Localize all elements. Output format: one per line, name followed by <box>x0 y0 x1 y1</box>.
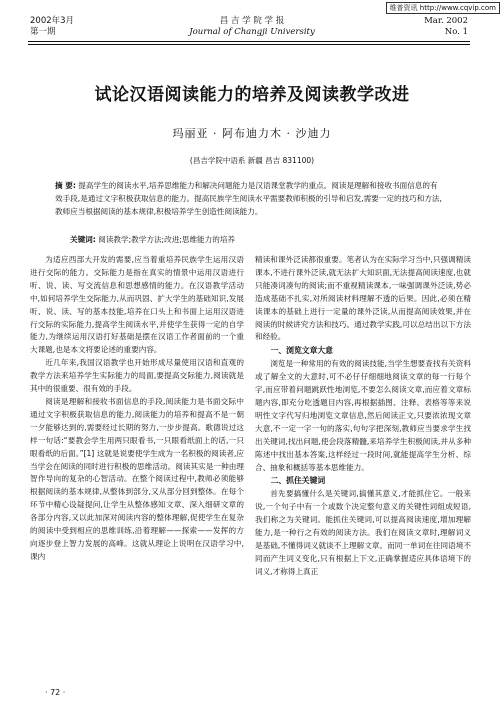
keywords-label: 关键词: <box>70 235 96 244</box>
header-number-en: No. 1 <box>444 27 468 37</box>
keywords-text: 阅读教学;教学方法;改进;思维能力的培养 <box>98 235 236 244</box>
body-column-right <box>255 254 471 579</box>
section-heading: 二、抓住关键词 <box>270 476 326 486</box>
journal-name-en: Journal of Changji University <box>189 27 315 37</box>
abstract-label: 摘 要: <box>55 181 76 190</box>
page-number: · 72 · <box>45 688 66 697</box>
author-affiliation: (昌吉学院中语系 新疆 昌吉 831100) <box>189 156 315 165</box>
paper-authors: 玛丽亚 · 阿布迪力木 · 沙迪力 <box>172 127 332 140</box>
body-paragraph: 近几年来,我国汉语教学也开始形成尽量使用汉语和直观的教学方法来培养学生实际能力的局面,要提高交际能力,阅读就是其中的很重要、很有效的手段。 <box>30 358 244 394</box>
body-paragraph: 精读和课外泛读都很重要。笔者认为在实际学习当中,只强调精读课本,不进行课外泛读,就无法扩大知识面,无法提高阅读速度,也就只能凑词凑句的阅读;而不重视精读课本,一味强调课外泛读,势必造成基础不扎实,对所阅读材料理解不透的后果。因此,必须在精读课本的基础上进行一定量的课外泛读,从而提高阅读效果,并在阅读的时候讲究方法和技巧。通过教学实践,可以总结出以下方法和经验。 <box>255 255 471 342</box>
header-date-issue-en <box>424 16 468 38</box>
header-date-en: Mar. 2002 <box>424 16 468 26</box>
header-date: 2002年3月 <box>30 16 75 26</box>
header-rule-thick <box>28 41 470 42</box>
body-paragraph: 为适应西部大开发的需要,应当着重培养民族学生运用汉语进行交际的能力。交际能力是指在真实的情景中运用汉语进行听、说、读、写交流信息和思想感情的能力。在汉语教学活动中,如何培养学生交际能力,从而巩固、扩大学生的基础知识,发展听、说、读、写的基本技能,培养在口头上和书面上运用汉语进行交际的实际能力,提高学生阅读水平,并使学生获得一定的自学能力,为继续运用汉语打好基础是摆在汉语工作者面前的一个重大课题,也是本文将要论述的重要内容。 <box>30 255 244 355</box>
journal-name-cn: 昌 吉 学 院 学 报 <box>219 16 285 26</box>
body-paragraph: 首先要搞懂什么是关键词,搞懂其意义,才能抓住它。一般来说,一个句子中有一个或数个决定整句意义的关键性词组成短语,我们称之为关键词。能抓住关键词,可以提高阅读速度,增加理解能力,是一种行之有效的阅读方法。我们在阅读文章时,理解词义是基础,不懂得词义就谈不上理解文章。而同一单词在往同语境不同而产生词义变化,只有根据上下文,正确掌握适应具体语境下的词义,才称得上真正 <box>255 489 471 576</box>
body-paragraph: 阅读是理解和接收书面信息的手段,阅读能力是书面交际中通过文字积极获取信息的能力,阅读能力的培养和提高不是一朝一夕能够达到的,需要经过长期的努力,一步步提高。歌德说过这样一句话:“要教会学生用两只眼看书,一只眼看纸面上的话,一只眼看纸的后面。”[1] 这就是说要使学生成为一名积极的阅读者,应当学会在阅读的同时进行积极的思维活动。阅读其实是一种由理智作导向的复杂的心智活动。在整个阅读过程中,教师必须能够根据阅读的基本规律,从整体到部分,又从部分回到整体。在每个环节中精心设疑提问,让学生从整体感知文章、深入细研文章的各部分内容,又以此加深对阅读内容的整体理解,促使学生在复杂的阅读中受到相应的思维训练,沿着理解——探索——发挥的方向逐步登上智力发展的高峰。这就从理论上说明在汉语学习中,课内 <box>30 396 244 561</box>
abstract-block <box>55 180 442 218</box>
section-heading: 一、浏览文章大意 <box>270 346 333 356</box>
body-paragraph: 浏览是一种常用的有效的阅读技能,当学生想要查找有关资料或了解全文的大意时,可不必仔仔细细地阅读文章的每一行每个字,而应带着问题跳跃性地浏览,不要怎么阅读文章,而应着文章标题内容,即充分吃透题目内容,再根据插图、注释、表格等等来说明性文字代写归地浏览文章信息,然后阅读正文,只要浓浓现文章大意,不一定一字一句的落实,句句字把深刻,教师应当要求学生找出关键词,找出问题,使会段落精髓,来培养学生积极阅读,并从多种陈述中找出基本答案,这样经过一段时间,就能提高学生分析、综合、抽象和概括等基本思维能力。 <box>255 359 471 472</box>
abstract-text: 提高学生的阅读水平,培养思维能力和解决问题能力是汉语课堂教学的重点。阅读是理解和接收书面信息的有效手段,是通过文字积极获取信息的能力。提高民族学生阅读水平需要教师积极的引导和启发,需要一定的技巧和方法,教师应当根据阅读的基本规律,积极培养学生创造性阅读能力。 <box>55 181 442 216</box>
body-column-left <box>30 254 244 564</box>
paper-title: 试论汉语阅读能力的培养及阅读教学改进 <box>94 85 410 105</box>
header-issue: 第一期 <box>30 27 56 37</box>
header-rule-thin <box>28 44 470 45</box>
watermark-banner: 维普资讯 http://www.cqvip.com <box>386 2 500 14</box>
keywords-block <box>70 234 442 245</box>
